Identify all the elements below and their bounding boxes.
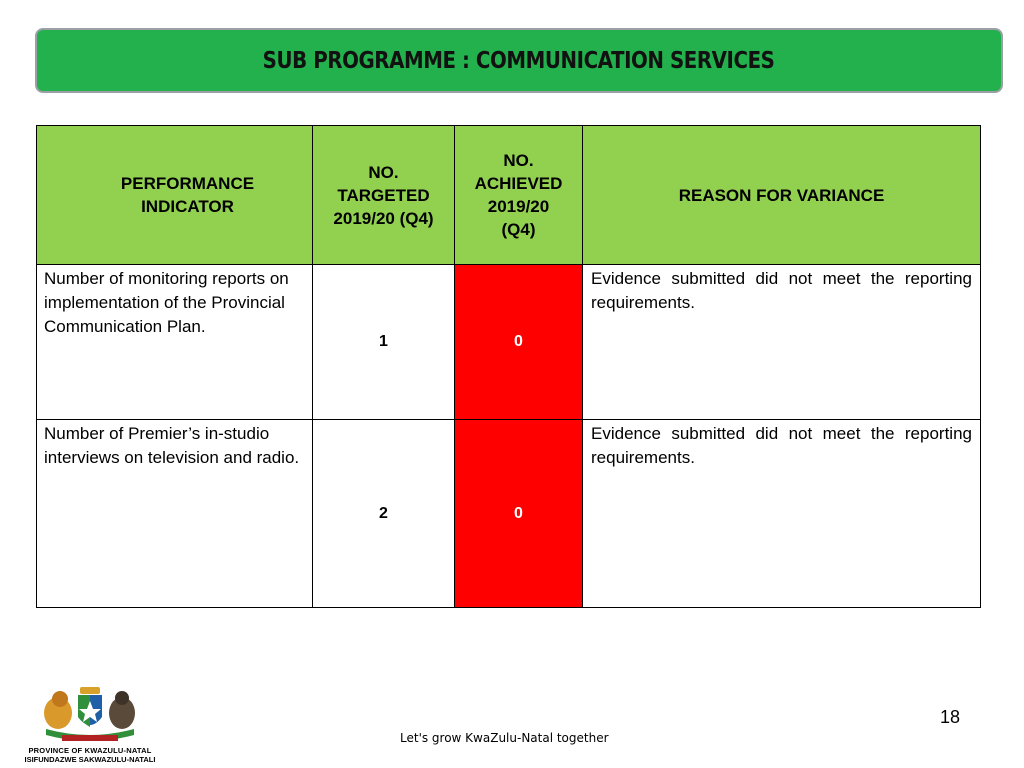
coat-of-arms-logo xyxy=(10,683,170,765)
page-title: SUB PROGRAMME : COMMUNICATION SERVICES xyxy=(263,47,775,74)
indicator-cell: Number of monitoring reports on implementation of the Provincial Communication Plan. xyxy=(37,265,313,420)
targeted-cell: 2 xyxy=(313,420,455,608)
targeted-cell: 1 xyxy=(313,265,455,420)
reason-cell: Evidence submitted did not meet the reporting requirements. xyxy=(583,420,981,608)
title-banner xyxy=(35,28,1003,93)
motto-scroll xyxy=(62,735,118,741)
table-header-row xyxy=(37,126,981,265)
achieved-cell: 0 xyxy=(455,420,583,608)
performance-table xyxy=(36,125,981,608)
header-no-targeted: NO. TARGETED 2019/20 (Q4) xyxy=(313,126,455,265)
logo-line-1: PROVINCE OF KWAZULU-NATAL xyxy=(28,746,152,755)
logo-line-2: ISIFUNDAZWE SAKWAZULU-NATALI xyxy=(24,755,156,764)
header-no-achieved: NO. ACHIEVED 2019/20 (Q4) xyxy=(455,126,583,265)
page-number: 18 xyxy=(940,707,961,727)
table-row xyxy=(37,265,981,420)
table-row xyxy=(37,420,981,608)
footer-tagline: Let's grow KwaZulu-Natal together xyxy=(400,731,609,745)
indicator-cell: Number of Premier’s in-studio interviews on television and radio. xyxy=(37,420,313,608)
header-reason-for-variance: REASON FOR VARIANCE xyxy=(583,126,981,265)
achieved-cell: 0 xyxy=(455,265,583,420)
reason-cell: Evidence submitted did not meet the reporting requirements. xyxy=(583,265,981,420)
header-performance-indicator: PERFORMANCE INDICATOR xyxy=(37,126,313,265)
